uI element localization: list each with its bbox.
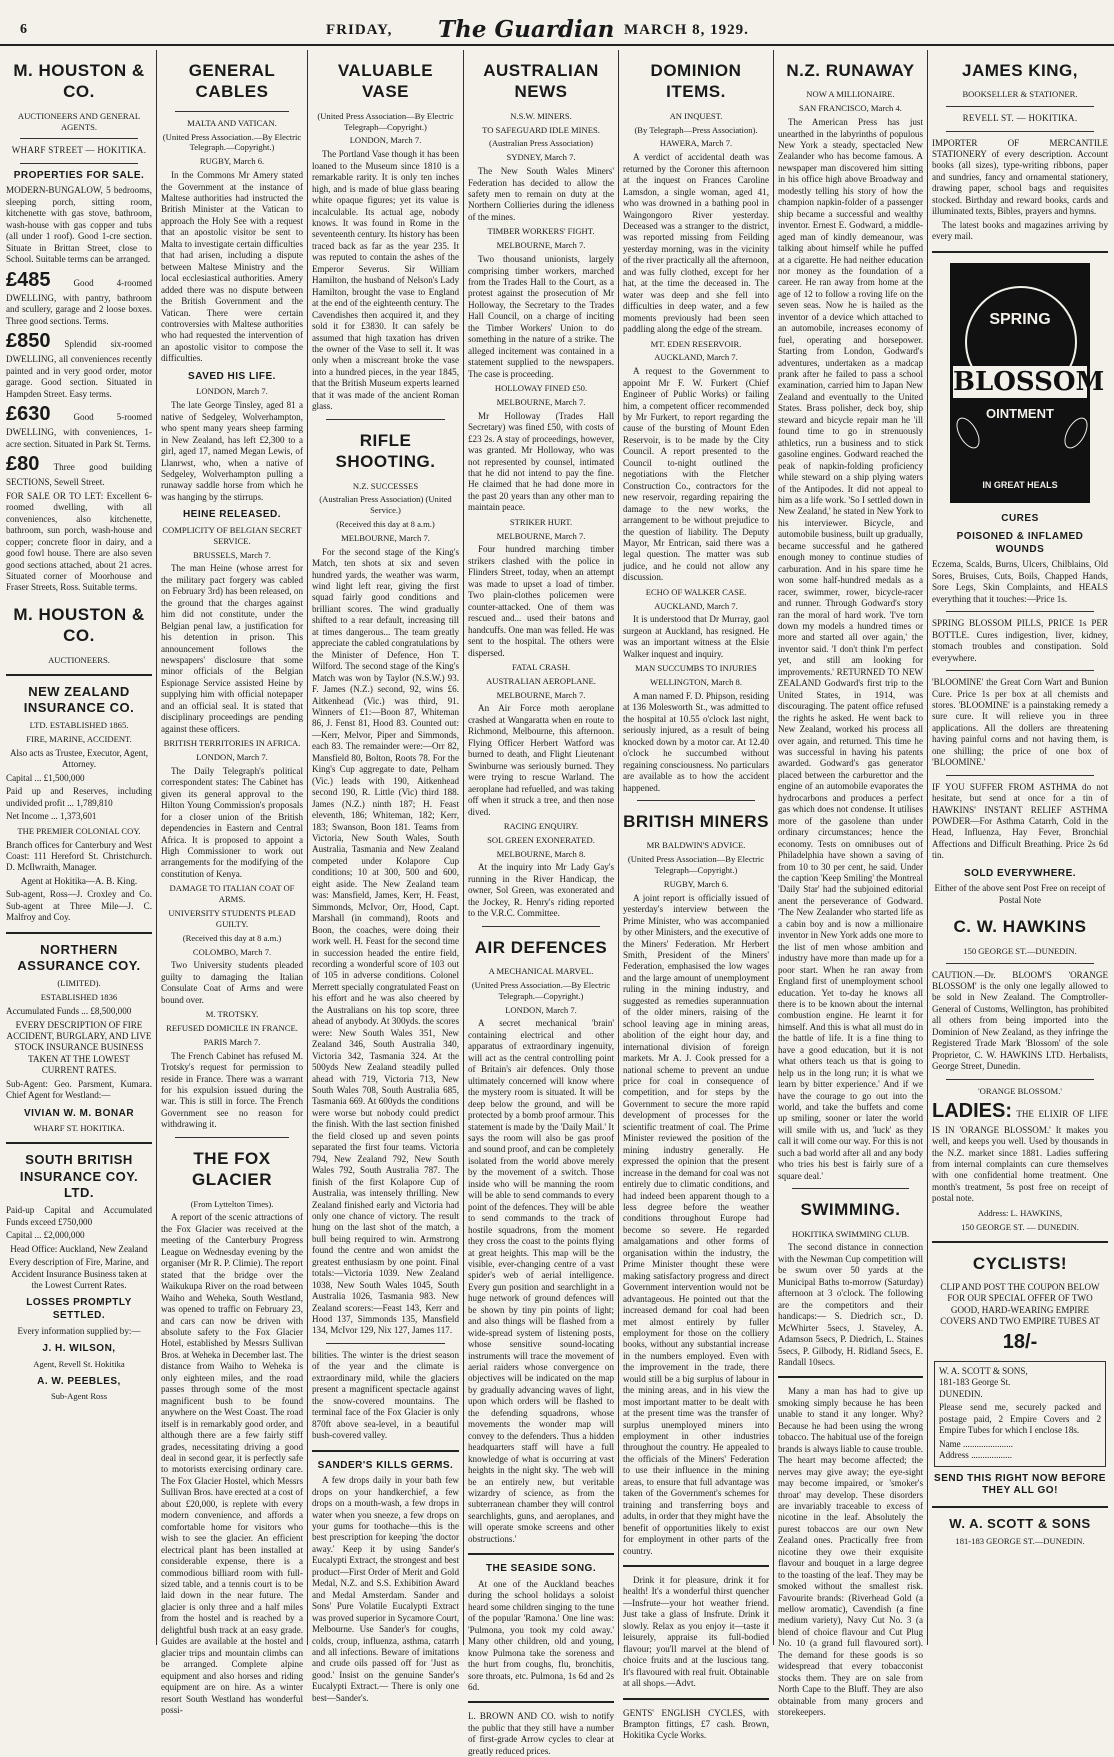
sbi-capital-value: £2,000,000 xyxy=(43,1230,85,1241)
baldwin-article: A joint report is officially issued of yesterday's interview between the Prime Minister, who was accompanied by other Ministers, and the executive of the Miners' Federation. Mr Herbert Smith, President of the Miners' Federation, emphasised the low wages and the large amount of unemployment ruling in the mining industry, and suggested as remedies superannuation of the older miners, raising of the school leaving age in mining areas, abolition of the eight hour day, and international division of foreign markets. Mr A. J. Cook pressed for a national scheme to prevent an undue price for coal in consequence of competition, and for steps by the Government to secure the more rapid development of processes for the scientific treatment of coal. The Prime Minister reviewed the position of the mining industry generally. He expressed the opinion that the present increase in the demand for coal was not entirely due to climatic conditions, and had indeed been apparent though to a less degree before the weather conditions throughout Europe had become so severe. He regarded amalgamations and other forms of organisation within the industry, the Prime Minister thought these were making satisfactory progress and direct Government intervention would not be advantageous. He pointed out that the increased demand for coal had been met almost entirely by fuller employment for those on the colliery books, without any substantial increase in the numbers employed. Even with the improvement in the trade, there would still be a big surplus of labour in the mining areas, and in his view the most important matter to be dealt with at the present time was the transfer of surplus unemployed miners into employment in other industries throughout the country. He appealed to the officials of the Miners' Federation to use their influence in the mining areas, to ensure that full advantage was taken of the Government's schemes for training and transferring boys and adults, in order that they might have the benefit of opportunities likely to exist for employment in other parts of the country. xyxy=(623,892,769,1556)
sol-dateline: MELBOURNE, March 8. xyxy=(496,848,586,859)
inquest-dateline: HAWERA, March 7. xyxy=(659,138,733,149)
northern-established: ESTABLISHED 1836 xyxy=(40,992,118,1003)
divider xyxy=(468,1701,614,1703)
seaside-ad: At one of the Auckland beaches during the school holidays a soloist heard some children singing to the tune of the popular 'Ramona.' One line was: 'Pulmona, you took my cold away.' Many other children, old and young, know Pulmona take the soreness and the hurt from coughs, flu, bronchitis, sore throats, etc. Pulmona, 1s 6d and 2s 6d. xyxy=(468,1578,614,1692)
accumulated-label: Accumulated Funds xyxy=(6,1006,79,1017)
rifle-credit: (Australian Press Association) (United Service.) xyxy=(319,494,452,516)
net-income-value: 1,373,601 xyxy=(60,811,97,822)
rifle-dateline: MELBOURNE, March 7. xyxy=(341,532,430,543)
divider xyxy=(778,1376,923,1378)
divider xyxy=(175,111,289,112)
james-king-address: REVELL ST. — HOKITIKA. xyxy=(962,113,1078,124)
tobacco-ad: Many a man has had to give up smoking simply because he has been unable to stand it any longer. Why? Because he had been using the wrong tobacco. The habitual use of the foreign brands is always liable to cause trouble. The heart may become affected; the nerves may give away; the eye-sight may become impaired, or 'smoker's throat' may develop. These disorders are invariably traceable to excess of nicotine in the leaf. Absolutely the purest tobaccos are our own New Zealand ones. Practically free from nicotine they owe their exquisite flavour and bouquet in a large degree to the toasting of the leaf. They may be smoked without the smallest risk. Favourite brands: (Riverhead Gold (a mellow aromatic), Cavendish (a fine medium variety), Navy Cut No. 3 (a blend of choice flavour and Cut Plug No. 10 (a grand full flavoured sort). The demand for these goods is so widespread that every tobacconist stocks them. They are on sale from North Cape to the Bluff. They are also obtainable from many grocers and storekeepers. xyxy=(778,1386,923,1718)
striker-dateline: MELBOURNE, March 7. xyxy=(496,530,586,541)
saved-article: The late George Tinsley, aged 81 a native of Sedgeley, Wolverhampton, who spent many years sheep farming in New Zealand, has left £2,300 to a girl, aged 17, named Megan Lewis, of Llanrwst, who, when a native of Sedgeley, Wolverhampton pulling a runaway saddle horse from which he was hanging by the stirrups. xyxy=(161,400,303,502)
sol-article: At the inquiry into Mr Lady Gay's running in the River Handicap, the owner, Sol Green, was exonerated and the Jockey, R. Henry's riding reported to the V.R.C. Committee. xyxy=(468,862,614,919)
divider xyxy=(20,138,138,139)
swimming-club-heading: HOKITIKA SWIMMING CLUB. xyxy=(791,1228,910,1239)
saved-heading: SAVED HIS LIFE. xyxy=(188,370,276,382)
bungalow-ad: MODERN-BUNGALOW, 5 bedrooms, sleeping porch, sitting room, kitchenette with gas stove, bathroom, wash-house with gas copper and tubs (all under 1 roof). Good 1-cre section. Situate in Brittan Street, close to School. Suitable terms can be arranged. xyxy=(6,185,152,265)
walker-dateline: AUCKLAND, March 7. xyxy=(654,600,738,611)
gents-cycles-ad: GENTS' ENGLISH CYCLES, with Brampton fittings, £7 cash. Brown, Hokitika Cycle Works. xyxy=(623,1707,769,1741)
succumbs-dateline: WELLINGTON, March 8. xyxy=(650,677,742,688)
damage-heading: DAMAGE TO ITALIAN COAT OF ARMS. xyxy=(169,883,295,905)
accumulated-value: £8,500,000 xyxy=(90,1006,132,1017)
runaway-dateline: SAN FRANCISCO, March 4. xyxy=(799,103,902,114)
succumbs-article: A man named F. D. Phipson, residing at 136 Molesworth St., was admitted to the hospital at 10.55 o'clock last night, seriously injured, as a result of being knocked down by a motor car. At 12.40 o'clock he succumbed without regaining consciousness. No particulars are available as to how the accident happened. xyxy=(623,690,769,793)
sbi-paid-label: Paid-up Capital and Accumulated Funds exceed xyxy=(6,1205,152,1227)
air-subheading: A MECHANICAL MARVEL. xyxy=(488,966,594,977)
refused-heading: REFUSED DOMICILE IN FRANCE. xyxy=(166,1023,298,1033)
succumbs-heading: MAN SUCCUMBS TO INJURIES xyxy=(635,663,757,674)
nsw-credit: (Australian Press Association) xyxy=(488,138,594,149)
coupon-address-1: 181-183 George St. xyxy=(939,1377,1011,1388)
divider xyxy=(946,131,1094,132)
column-1: M. HOUSTON & CO. AUCTIONEERS AND GENERAL AGENTS. WHARF STREET — HOKITIKA. PROPERTIES FOR SALE. MODERN-BUNGALOW, 5 bedrooms, sleeping porch, sitting room, kitchenette with gas stove, bathroom, wash-house with gas copper and tubs (all under 1 roof). Good 1-cre section. Situate in Brittan Street, close to School. Suitable terms can be arranged. £485 Good 4-roomed DWELLING, with pantry, bathroom and scullery, garage and 2 loose boxes. Three good sections. Terms. £850 Splendid six-roomed DWELLING, all conveniences recently painted and in very good order, motor garage. Good section. Situated in Hampden Street. Easy terms. £630 Good 5-roomed DWELLING, with conveniences, 1-acre section. Situated in Park St. Terms. £80 Three good building SECTIONS, Sewell Street. FOR SALE OR TO LET: Excellent 6-roomed dwelling, with all conveniences, also kitchenette, bathroom, sun porch, wash-house and copper; concrete floor in dairy, and a good fowl house. There are also seven good sections attached, about 21 acres. Situated corner of Moorhouse and Fraser Streets, Ross. Suitable terms. M. HOUSTON & CO. AUCTIONEERS. NEW ZEALAND INSURANCE CO. LTD. ESTABLISHED 1865. FIRE, MARINE, ACCIDENT. Also acts as Trustee, Executor, Agent, Attorney. Capital ... £1,500,000 Paid up and Reserves, including undivided profit ... 1,789,810 Net Income ... 1,373,601 THE PREMIER COLONIAL COY. Branch offices for Canterbury and West Coast: 111 Hereford St. Christchurch. D. McIlwraith, Manager. Agent at Hokitika—A. B. King. Sub-agent, Ross—J. Croxley and Co. Sub-agent at Three Mile—J. C. Malfroy and Coy. NORTHERN ASSURANCE COY. (LIMITED). ESTABLISHED 1836 Accumulated Funds ... £8,500,000 EVERY DESCRIPTION OF FIRE ACCIDENT, BURGLARY, AND LIVE STOCK INSURANCE BUSINESS TAKEN AT THE LOWEST CURRENT RATES. Sub-Agent: Geo. Parsment, Kumara. Chief Agent for Westland:— VIVIAN W. M. BONAR WHARF ST. HOKITIKA. SOUTH BRITISH INSURANCE COY. LTD. Paid-up Capital and Accumulated Funds exceed £750,000 Capital ... £2,000,000 Head Office: Auckland, New Zealand Every description of Fire, Marine, and Accident Insurance Business taken at the Lowest Current Rates. LOSSES PROMPTLY SETTLED. Every information supplied by:— J. H. WILSON, Agent, Revell St. Hokitika A. W. PEEBLES, Sub-Agent Ross xyxy=(6,61,152,1402)
inquest-heading: AN INQUEST. xyxy=(669,110,723,121)
aw-peebles: A. W. PEEBLES, xyxy=(37,1375,121,1387)
divider xyxy=(6,674,152,676)
sbi-paid-value: £750,000 xyxy=(58,1216,93,1227)
coupon-name-label: Name xyxy=(939,1438,961,1449)
send-now: SEND THIS RIGHT NOW BEFORE THEY ALL GO! xyxy=(934,1472,1106,1497)
fox-credit: (From Lyttelton Times). xyxy=(190,1198,274,1209)
divider xyxy=(326,419,445,420)
sol-green-heading: SOL GREEN EXONERATED. xyxy=(487,834,595,845)
insfrute-ad: Drink it for pleasure, drink it for health! It's a wonderful thirst quencher—Insfrute—your hot weather friend. Just take a glass of Insfrute. Drink it slowly. Relax as you enjoy it—taste it leisurely, appraise its full-bodied flavour; you'll marvel at the blend of choice fruits and at the luscious tang. It's flavoured with real fruit. Obtainable at all shops.—Advt. xyxy=(623,1575,769,1689)
capital-label: Capital xyxy=(6,772,33,783)
masthead-date: MARCH 8, 1929. xyxy=(624,22,749,38)
masthead-day: FRIDAY, xyxy=(326,22,393,38)
divider xyxy=(932,1506,1108,1508)
price-485: £485 xyxy=(6,268,51,291)
column-7 xyxy=(928,50,1112,1645)
trotsky-article: The French Cabinet has refused M. Trotsky's request for permission to reside in France. There was a warrant for his expulsion issued during the war. This is still in force. The French Government see no reason for withdrawing it. xyxy=(161,1050,303,1130)
divider xyxy=(312,1450,459,1452)
coupon[interactable]: W. A. SCOTT & SONS, 181-183 George St. DUNEDIN. Please send me, securely packed and postage paid, 2 Empire Covers and 2 Empire Tubes for which I enclose 18s. Name ...................... Address .................. xyxy=(934,1361,1106,1467)
australian-news-heading: AUSTRALIAN NEWS xyxy=(483,61,599,102)
air-defences-heading: AIR DEFENCES xyxy=(474,937,608,957)
runaway-article: The American Press has just unearthed in the labyrinths of populous New York a steady, spectacled New Zealander who has become famous. A newspaper man discovered him sitting in his office high above Broadway and modestly telling his story of how the champion napkin-folder of a passenger ship became a successful and wealthy inventor. Ernest E. Godward, a middle-aged man of kindly demeanour, was talking about himself while he puffed at a cigarette. He had neither education nor money as the foundation of a career. He ran away from home at the age of 12 to follow a roving life on the seven seas. Now he is hailed as the inventor of a device which attached to an automobile, increases economy of fuel, operating and horsepower. Starting from London, Godward's adventures, undertaken as a madcap prank after he failed to pass a school examination, carried him to Japan New Zealand and eventually to the United States. Brass polisher, deck boy, ship steward and bicycle repair man he 'ill found time to go in strenuously athletics, run a business and to stick gasoline engines. Godward reached the peak of napkin-folding proficiency while steward on a ship plying waters of the Antipodes. It did not appeal to him as a life work. 'So I settled down in New Zealand,' he stated in New York to his interviewer. Bicycle, and automobile business, built up gradually, became successful and he gathered enough money to continue studies of carburation. And in his spare time he won some half-hundred medals as a racer, swimmer, rower, bicycle-racer and runner. Through Godward's story ran the moral of hard work. 'I've torn down my models a hundred times or more and started all over again,' the inventor said. 'I don't think I'm perfect yet, and still am looking for improvements.' RETURNED TO NEW ZEALAND Godward's first trip to the United States, in 1914, was discouraging. The patent office refused the rights he asked. He went back to New Zealand, worked his process all over again, and returned. This time he was successful in having his patents awarded. Godward's gas generator placed between the carburettor and the engine of an automobile evaporates the hydrocarbons and produces a perfect gas which does not condense. It utilises more of the gasolene than under ordinary circumstances; hence the economy. Tests on omnibuses out of Philadelphia have shown a saving of from 10 to 30 per cent, he said. Under the caption 'Keep Smiling' the Montreal 'Daily Star' had the subjoined editorial anent the perseverance of Godward. 'The New Zealander who started life as a cabin boy and is now a millionaire inventor in New York adds one more to the list of men whose ambition and industry have more than made up for a poor start. When he ran away from England first of unemployment school education. Yet to-day he knows all there is to be known about the internal combustion engine. He learnt it for himself. And this is what all must do in the battle of life. It is a fine thing to have a good education, but it is not what others teach us that is going to help us in the long run; it is what we learn by bitter experience.' And if we have the courage to go out into the world, and take the buffets and come up smiling, sooner or later the world will smile with us, and 'luck' as they call it will come our way. For this is not such a bad world after all and any body who tries his best is fairly sure of a square deal.' xyxy=(778,117,923,1181)
divider xyxy=(326,1343,445,1344)
striker-heading: STRIKER HURT. xyxy=(509,516,573,527)
masthead xyxy=(0,0,1114,46)
striker-article: Four hundred marching timber strikers clashed with the police in Flinders Street, today, when an attempt was made to upset a load of timber. Two plain-clothes policemen were counter-attacked. One of them was rescued and... used their batons and handcuffs. One man was felled. He was sent to the hospital. The others were dispersed. xyxy=(468,544,614,658)
cyclists-text: CLIP AND POST THE COUPON BELOW FOR OUR SPECIAL OFFER OF TWO GOOD, HARD-WEARING EMPIRE COVERS AND TWO EMPIRE TUBES AT xyxy=(940,1281,1100,1327)
eden-article: A request to the Government to appoint Mr F. W. Furkert (Chief Engineer of Public Works) or failing him, a competent officer recommended by Mr Furkert, to report regarding the cause of the bursting of Mount Eden Reservoir, is to be made by the City Council. A report presented to the Council to-night outlined the negotiations with the Fletcher Construction Co., contractors for the new reservoir, regarding repairing the damage to the new works, the arrangement to be without prejudice to the question of liability. The Deputy Mayor, Mr Entrican, said there was a legal question. The matter was sub judice, and he could not allow any discussion. xyxy=(623,366,769,583)
sold-everywhere: SOLD EVERYWHERE. xyxy=(963,867,1077,879)
cyclists-heading: CYCLISTS! xyxy=(972,1253,1068,1273)
northern-assurance-heading: NORTHERN ASSURANCE COY. xyxy=(17,941,141,974)
nz-successes: N.Z. SUCCESSES xyxy=(352,480,419,491)
emblem-main-text: BLOSSOM xyxy=(953,366,1105,397)
houston-address: WHARF STREET — HOKITIKA. xyxy=(11,145,147,156)
cures-text: Eczema, Scalds, Burns, Ulcers, Chilblains, Old Sores, Bruises, Cuts, Boils, Chapped Hands, Sore Legs, Skin Complaints, and HEALS everything that it touches:—Price 1s. xyxy=(932,559,1108,604)
scott-address: 181-183 GEORGE ST.—DUNEDIN. xyxy=(955,1536,1085,1547)
divider xyxy=(792,1188,909,1189)
students-received: (Received this day at 8 a.m.) xyxy=(182,932,282,943)
cures-heading: CURES xyxy=(1001,512,1039,524)
malta-credit: (United Press Association.—By Electric Telegraph.—Copyright.) xyxy=(162,131,302,153)
branch-offices: Branch offices for Canterbury and West Coast: 111 Hereford St. Christchurch. D. McIlwraith, Manager. xyxy=(6,839,152,873)
vase-dateline: LONDON, March 7. xyxy=(349,135,422,146)
divider xyxy=(482,926,600,927)
information-supplied: Every information supplied by:— xyxy=(17,1325,141,1336)
divider xyxy=(946,611,1094,612)
latest-books: The latest books and magazines arriving by every mail. xyxy=(932,219,1108,242)
rifle-article: For the second stage of the King's Match, ten shots at six and seven hundred yards, the weather was warm, wind light left rear, giving the first squad fairly good conditions and brilliant scores. The wind gradually shifted to a rear default, increasing till at times dangerous... The team greatly appreciate the cabled congratulations by the Minister of Defence, Hon T. Wilford. The second stage of the King's Match was won by Taylor (N.S.W.) 93. F. James (N.Z.) second, 92, wins £6. Aitkenhead (Vic.) was third, 91. Winners of £1:—Boon 87, Whiteman 86, J. Fenst 81, Hood 83. Counted out:—Kerr, Melvor, Piper and Simmonds, each 83. The remainder were:—Orr 82, Mansfield 80, Bolton, Roots 78. For the King's Cup aggregate to date, Pelham (Vic.) leads with 190, Aitkenhead second 190, R. Little (Vic) third 188. James (N.Z.) ninth 187; H. Feast eleventh, 186; Whiteman, 182; Kerr, 183; Swanson, Boon 181. Teams from Victoria, New South Wales, South Australia, Tasmania and New Zealand competed under Kolapore Cup conditions; 10 at 300, 500 and 600, eight aside. The New Zealand team was: Mansfield, James, Kerr, H. Feast, Simmonds, McIvor, Orr, Hood, Capt. Marshall (in command), Roots and Boon, the coaches, were doing their work well. H. Feast for the second time in succession headed the entire field, recording a wonderful score of 103 out of 105 in adverse conditions. Colonel Merrett specially congratulated Feast on his effort and he was also cheered by the Australians on his top score, three ahead of anybody. At 300yds. the scores were: New South Wales 351, New Zealand 346, South Australia 340, Victoria 342, Tasmania 324. At the 500yds New Zealand steadily pulled ahead with 719, Victoria 713, New South Wales 708, South Australia 685, Tasmania 669. At 600yds the conditions were worse but nobody could predict the finish. With the last section finished the field closed up and seven points separated the first four teams. Victoria 794, New Zealand 792, New South Wales 792, South Australia 787. The finish of the first Kolapore Cup of Australia, was intensely thrilling. New Zealand finished early and Victoria had only one chance of victory. The result hung on the last shot of the match, a bull being required to win. Armstrong found the centre and won amidst the greatest enthusiasm by one point. Final totals:—Victoria 1039. New Zealand 1038, New South Wales 1045, South Australia 1026, Tasmania 983. New Zealand scorers:—Feast 143, Kerr and Hood 137, Simmonds 135, Mansfield 134, McIvor 129, Nix 127, James 117. xyxy=(312,546,459,1336)
jh-wilson: J. H. WILSON, xyxy=(42,1343,116,1355)
south-british-heading: SOUTH BRITISH INSURANCE COY. LTD. xyxy=(19,1152,139,1200)
houston-subheading: AUCTIONEERS AND GENERAL AGENTS. xyxy=(17,110,141,132)
emblem-lower-text: OINTMENT xyxy=(986,405,1054,421)
complicity-heading: COMPLICITY OF BELGIAN SECRET SERVICE. xyxy=(162,524,302,546)
price-850: £850 xyxy=(6,330,51,353)
coupon-address-label: Address xyxy=(939,1450,969,1461)
caution-text: CAUTION.—Dr. BLOOM'S 'ORANGE BLOSSOM' is the only one legally allowed to be sold in New Zealand. The Comptroller-General of Customs, Wellington, has prohibited all others from being imported into the Dominion of New Zealand, as they infringe the Registered Trade Mark 'Blossom' of the sole Proprietor, C. W. HAWKINS LTD. Herbalists, George Street, Dunedin. xyxy=(932,969,1108,1072)
divider xyxy=(946,106,1094,107)
address-line: Address: L. HAWKINS, xyxy=(977,1207,1063,1218)
heine-dateline: BRUSSELS, March 7. xyxy=(193,549,271,560)
walker-heading: ECHO OF WALKER CASE. xyxy=(645,586,747,597)
timber-article: Two thousand unionists, largely comprising timber workers, marched from the Trades Hall to the Court, as a protest against the prosecution of Mr Holloway, the Secretary to the Trades Hall Council, on a charge of inciting the Timber Workers' Union to do something in the nature of a strike. The alleged incitement was contained in a statement supplied to the newspapers. The case is proceeding. xyxy=(468,254,614,379)
sub-agents: Sub-agent, Ross—J. Croxley and Co. Sub-agent at Three Mile—J. C. Malfroy and Coy. xyxy=(6,889,152,923)
pills-ad: SPRING BLOSSOM PILLS, PRICE 1s PER BOTTLE. Cures indigestion, liver, kidney, stomach troubles and constipation. Sold everywhere. xyxy=(932,618,1108,663)
cyclists-price: 18/- xyxy=(1002,1330,1038,1353)
dominion-items-heading: DOMINION ITEMS. xyxy=(650,61,742,102)
malta-article: In the Commons Mr Amery stated the Government at the instance of Maltese authorities had instructed the British Minister at the Vatican to approach the Holy See with a request that an apostolic visitor be sent to Malta to investigate certain difficulties that had arisen, including a dispute between Maltese Ministry and the local ecclesiastical authorities. Amery added there was no dispute between the British Government and the Vatican. There were certain controversies with Maltese authorities who had requested the intervention of an apostolic visitor to compose the difficulties. xyxy=(161,170,303,364)
eden-heading: MT. EDEN RESERVOIR. xyxy=(650,338,742,349)
runaway-subheading: NOW A MILLIONAIRE. xyxy=(806,89,895,100)
column-5 xyxy=(619,50,773,1741)
nsw-miners-heading: N.S.W. MINERS. xyxy=(510,110,572,121)
northern-limited: (LIMITED). xyxy=(57,978,101,989)
nsw-subheading: TO SAFEGUARD IDLE MINES. xyxy=(482,124,600,135)
james-king-sub: BOOKSELLER & STATIONER. xyxy=(962,89,1078,100)
students-heading: UNIVERSITY STUDENTS PLEAD GUILTY. xyxy=(168,908,296,929)
divider xyxy=(6,932,152,934)
nz-insurance-lines: FIRE, MARINE, ACCIDENT. xyxy=(26,734,132,745)
scott-heading: W. A. SCOTT & SONS xyxy=(949,1515,1091,1531)
eden-dateline: AUCKLAND, March 7. xyxy=(654,352,738,363)
saved-dateline: LONDON, March 7. xyxy=(196,386,268,397)
seaside-heading: THE SEASIDE SONG. xyxy=(485,1563,597,1575)
column-6 xyxy=(774,50,927,1718)
malta-dateline: RUGBY, March 6. xyxy=(199,156,265,167)
nz-insurance-heading: NEW ZEALAND INSURANCE CO. xyxy=(23,683,135,715)
air-credit: (United Press Association.—By Electric Telegraph.—Copyright.) xyxy=(471,979,611,1001)
ladies-heading: LADIES: xyxy=(932,1100,1012,1123)
aeroplane-heading: AUSTRALIAN AEROPLANE. xyxy=(486,675,596,686)
heine-article: The man Heine (whose arrest for the military pact forgery was cabled on February 3rd) has been released, on the ground that the charges against him did not constitute, under the Belgian penal law, a justification for his detention in prison. This announcement follows the newspapers' disclosure that some minor officials of the Belgian Espionage Service assisted Heine by supplying him with official notepaper and an official seal. It is stated that disciplinary proceedings are pending against these officers. xyxy=(161,563,303,734)
houston-heading-2: M. HOUSTON & CO. xyxy=(13,604,145,646)
fox-article-continued: bilities. The winter is the driest season of the year and the climate is extraordinary mild, while the glaciers present a magnificent spectacle against the snow-covered mountains. The terminal face of the Fox Glacier is only 870ft above sea-level, in a beautiful bush-covered valley. xyxy=(312,1349,459,1441)
peebles-address: Sub-Agent Ross xyxy=(50,1391,108,1402)
air-dateline: LONDON, March 7. xyxy=(505,1004,577,1015)
holloway-heading: HOLLOWAY FINED £50. xyxy=(494,383,588,394)
rifle-received: (Received this day at 8 a.m.) xyxy=(336,519,435,530)
nsw-article: The New South Wales Miners' Federation has decided to allow the safety men to remain on duty at the Northern Collieries during the idleness of the mines. xyxy=(468,166,614,222)
hawkins-heading: C. W. HAWKINS xyxy=(953,917,1087,937)
sbi-every-description: Every description of Fire, Marine, and Accident Insurance Business taken at the Lowest Current Rates. xyxy=(9,1257,149,1290)
houston-heading: M. HOUSTON & CO. xyxy=(13,61,145,102)
wilson-address: Agent, Revell St. Hokitika xyxy=(33,1358,125,1369)
price-630: £630 xyxy=(6,403,51,426)
paidup-label: Paid up and Reserves, including undivided profit xyxy=(6,786,152,808)
holloway-article: Mr Holloway (Trades Hall Secretary) was fined £50, with costs of £23 2s. A stay of proceedings, however, was granted. Mr Holloway, who was not represented by counsel, intimated that he did not intend to pay the fine. He claimed that he had done more in the past 20 years than any other man to maintain peace. xyxy=(468,410,614,513)
divider xyxy=(175,1137,289,1138)
divider xyxy=(637,800,755,801)
africa-heading: BRITISH TERRITORIES IN AFRICA. xyxy=(163,738,301,749)
newspaper-title: The Guardian xyxy=(438,16,615,43)
swimming-article: The second distance in connection with the Newman Cup competition will be swum over 50 yards at the Municipal Baths to-morrow (Saturday) afternoon at 3 o'clock. The following are the competitors and their handicaps:— S. Diedrich scr., D. McWhirter 5secs, J. Staveley, A. Adamson 5secs, P. Diedrich, L. Staines 5secs, P. Gilbody, H. Ridland 5secs, E. Randall 10secs. xyxy=(778,1242,923,1367)
holloway-dateline: MELBOURNE, March 7. xyxy=(496,396,586,407)
fox-glacier-heading: THE FOX GLACIER xyxy=(192,1148,272,1190)
hawkins-address: 150 GEORGE ST.—DUNEDIN. xyxy=(963,945,1077,956)
divider xyxy=(946,775,1094,776)
inquest-credit: (By Telegraph—Press Association). xyxy=(634,124,758,135)
property-80-text: Three good building SECTIONS, Sewell Street. xyxy=(6,462,152,488)
price-80: £80 xyxy=(6,453,40,476)
baldwin-heading: MR BALDWIN'S ADVICE. xyxy=(646,840,746,851)
coupon-text: Please send me, securely packed and postage paid, 2 Empire Covers and 2 Empire Tubes for which I enclose 18s. xyxy=(939,1402,1101,1436)
general-cables-heading: GENERAL CABLES xyxy=(188,61,276,102)
capital-value: £1,500,000 xyxy=(43,772,85,783)
houston-subheading-2: AUCTIONEERS. xyxy=(48,654,110,665)
nsw-dateline: SYDNEY, March 7. xyxy=(506,152,576,163)
sbi-capital-label: Capital xyxy=(6,1230,33,1241)
racing-heading: RACING ENQUIRY. xyxy=(503,820,579,831)
property-485-text: Good 4-roomed DWELLING, with pantry, bathroom and scullery, garage and 2 loose boxes. Three good sections. Terms. xyxy=(6,277,152,326)
divider xyxy=(6,1142,152,1144)
nz-runaway-heading: N.Z. RUNAWAY xyxy=(786,61,915,80)
column-4 xyxy=(464,50,618,1756)
net-income-label: Net Income xyxy=(6,811,49,822)
poisoned-heading: POISONED & INFLAMED WOUNDS xyxy=(956,531,1084,555)
importer-text: IMPORTER OF MERCANTILE STATIONERY of every description. Account books (all sizes), type-writing ribbons, paper and sundries, fancy and ornamental stationery, drawing paper, school bags and requisites stocked. Birthday and reward books, cards and illuminated texts, Bibles, prayers and hymns. xyxy=(932,137,1108,217)
divider xyxy=(468,1553,614,1555)
nz-insurance-also: Also acts as Trustee, Executor, Agent, Attorney. xyxy=(9,747,149,770)
sbi-head-office: Head Office: Auckland, New Zealand xyxy=(10,1243,148,1254)
timber-heading: TIMBER WORKERS' FIGHT. xyxy=(487,226,595,237)
divider xyxy=(932,251,1108,253)
losses-settled: LOSSES PROMPTLY SETTLED. xyxy=(26,1297,132,1322)
baldwin-credit: (United Press Association—By Electric Telegraph—Copyright.) xyxy=(627,854,765,876)
vivian-bonar: VIVIAN W. M. BONAR xyxy=(23,1107,135,1119)
coupon-address-2: DUNEDIN. xyxy=(939,1388,983,1399)
british-miners-heading: BRITISH MINERS xyxy=(623,812,769,832)
sanders-heading: SANDER'S KILLS GERMS. xyxy=(317,1459,454,1471)
sub-agent-kumara: Sub-Agent: Geo. Parsment, Kumara. Chief Agent for Westland:— xyxy=(6,1078,152,1101)
brown-cycles-ad: L. BROWN AND CO. wish to notify the public that they still have a number of first-grade Arrow cycles to clear at greatly reduced prices. xyxy=(468,1711,614,1756)
inquest-article: A verdict of accidental death was returned by the Coroner this afternoon at the inquest on Frances Caroline Lamsdon, a single woman, aged 41, who was drowned in a bathing pool in Waingongoro River yesterday. Deceased was a stranger to the district, was reported missing from Feilding yesterday morning, was in the vicinity of the river practically all the afternoon, and was fully clothed, except for her hat, at the time the deceased in. The water was deep and she fell into difficulties in deep water, and a few moments previously had been seen paddling along the edge of the stream. xyxy=(623,152,769,335)
hokitika-agent: Agent at Hokitika—A. B. King. xyxy=(20,875,138,886)
every-description: EVERY DESCRIPTION OF FIRE ACCIDENT, BURGLARY, AND LIVE STOCK INSURANCE BUSINESS TAKEN AT THE LOWEST CURRENT RATES. xyxy=(6,1019,152,1076)
divider xyxy=(623,1698,769,1700)
divider xyxy=(932,1241,1108,1243)
swimming-heading: SWIMMING. xyxy=(800,1200,901,1220)
spring-blossom-ointment-emblem xyxy=(950,263,1105,503)
divider xyxy=(946,963,1094,964)
students-dateline: COLOMBO, March 7. xyxy=(192,946,272,957)
trotsky-dateline: PARIS March 7. xyxy=(203,1036,261,1047)
vase-article: The Portland Vase though it has been loaned to the Museum since 1810 is a remarkable rarity. It is only ten inches high, and is made of blue glass bearing white opaque figures; yet its value is incalculable. Its actual age, nobody knows. It was found in Rome in the seventeenth century. Its history has been traced back as far as the year 235. It was reputed to contain the ashes of the Emperor Severus. Sir William Hamilton, the husband of Nelson's Lady Hamilton, brought the vase to England at the end of the eighteenth century. The Cavendishes then acquired it, and they sold it for £3830. It can safely be assumed that high taxation has driven the owner of the Vase to sell it. It was only when a miscreant broke the vase into a hundred pieces, in the year 1845, that the British Museum experts learned that it was made of the ancient Roman glass. xyxy=(312,149,459,412)
property-850-text: Splendid six-roomed DWELLING, all conveniences recently painted and in very good order, motor garage. Good section. Situated in Hampden Street. Easy terms. xyxy=(6,339,152,399)
divider xyxy=(946,1079,1094,1080)
fatal-crash-heading: FATAL CRASH. xyxy=(511,661,571,672)
valuable-vase-heading: VALUABLE VASE xyxy=(337,61,434,102)
aeroplane-article: An Air Force moth aeroplane crashed at Wangaratta when en route to Richmond, Melbourne, this afternoon. Flying Officer Herbert Watford was burned to death, and Flight Lieutenant Swinburne was seriously burned. They were trying to rescue Warland. The aeroplane had refuelled, and was taking off when it struck a tree, and then nose dived. xyxy=(468,703,614,817)
africa-article: The Daily Telegraph's political correspondent states: The Cabinet has given its general approval to the Hilton Young Commission's proposals for a closer union of the British dependencies in Eastern and Central Africa. It is proposed to appoint a High Commissioner to work out arrangements for the modifying of the constitution of Kenya. xyxy=(161,765,303,879)
emblem-top-text: SPRING xyxy=(989,310,1051,328)
asthma-ad: IF YOU SUFFER FROM ASTHMA do not hesitate, but send at once for a tin of HAWKINS' INSTANT RELIEF ASTHMA POWDER—For Asthma Catarrh, Cold in the Head, Influenza, Hay Fever, Bronchial Affections and Difficult Breathing. Price 2s 6d tin. xyxy=(932,781,1108,861)
aeroplane-dateline: MELBOURNE, March 7. xyxy=(496,689,586,700)
air-article: A secret mechanical 'brain' containing electrical and other apparatus of extraordinary ingenuity, will act as the central controlling point of Britain's air defences. Only those ultimately concerned will know where the mystery room is situated. It will be deep below the ground, and will be protected by a bomb proof armour. This statement is made by the 'Daily Mail.' It says the room will also be gas proof and sound proof, and can be completely isolated from the world above merely by the movement of a switch. Those inside who will be manning the room will be able to send commands to every point of the defences. They will be able to send commands to the track of hostile squadrons, from the moment they cross the coast to the points flying at great heights. This map will be the visible, ever-changing centre of a vast spider's web of aerial intelligence. Every gun position and searchlight in a huge network of ground defences will be shown by tiny pin points of light; and also things will be flashed from a wide-spread system of listening posts, whose sensitive sound-locating instruments will trace the movement of aerial raiders whose convergence on objectives will be indicated on the map by gradually advancing waves of light, upon which orders will be flashed to the defending squadrons, whose movements the wonder map will convey to the defenders. Thus a hidden headquarters staff will have a full knowledge of what is occurring at vast heights in the night sky. 'The web will be an entirely new, but veritable wizardry of science, as from the subterranean chamber they will control searchlights, guns, and aeroplanes, and will operate smoke screens and other obstructions.' xyxy=(468,1018,614,1544)
james-king-heading: JAMES KING, xyxy=(961,61,1079,80)
premier-colonial: THE PREMIER COLONIAL COY. xyxy=(17,825,141,836)
students-article: Two University students pleaded guilty to damaging the Italian Consulate Coat of Arms and were bound over. xyxy=(161,960,303,1005)
sale-or-let-ad: FOR SALE OR TO LET: Excellent 6-roomed dwelling, with all conveniences, also kitchenette, bathroom, sun porch, wash-house and copper; concrete floor in dairy, and a good fowl house. There are also seven good sections attached, about 21 acres. Situated corner of Moorhouse and Fraser Streets, Ross. Suitable terms. xyxy=(6,490,152,593)
properties-heading: PROPERTIES FOR SALE. xyxy=(13,169,145,181)
africa-dateline: LONDON, March 7. xyxy=(196,752,268,763)
nz-insurance-established: LTD. ESTABLISHED 1865. xyxy=(29,720,129,731)
column-2 xyxy=(157,50,307,1715)
divider xyxy=(623,1565,769,1567)
property-630-text: Good 5-roomed DWELLING, with conveniences, 1-acre section. Situated in Park St. Terms. xyxy=(6,412,152,449)
walker-article: It is understood that Dr Murray, gaol surgeon at Auckland, has resigned. He was an important witness at the Elsie Walker inquest and inquiry. xyxy=(623,614,769,659)
sanders-ad: A few drops daily in your bath few drops on your handkerchief, a few drops on a mouth-wash, a few drops in water when you sneeze, a few drops on your gums for toothache—this is the best prescription for keeping 'the doctor away.' Keep it by using Sander's Eucalypti Extract, the strongest and best product—First Order of Merit and Gold Medal, N.Z. and S.S. Exhibition Award and Medal Amsterdam. Sander and Sons' Pure Volatile Eucalypti Extract was proved superior in Sycamore Court, Melbourne. Use Sander's for coughs, colds, croup, influenza, asthma, catarrh and all infections. Beware of imitations and crude oils passed off for 'Just as good.' Insist on the genuine Sander's Eucalypti Extract.— There is only one best—Sander's. xyxy=(312,1475,459,1703)
fox-article: A report of the scenic attractions of the Fox Glacier was received at the meeting of the Canterbury Progress League on Wednesday evening by the organiser (Mr R. P. Climie). The report stated that the bridge over the Waikukupa River on the road between Waiho and Weheka, South Westland, was opened to traffic on February 23, and cars can now be driven with absolute safety to the Fox Glacier Hotel, established by Messrs Sullivan Bros. at Weheka in December last. The distance from Waiho to Weheka is only eighteen miles, and the road passes through some of the most magnificent bush to be found anywhere on the West Coast. The road itself is in remarkably good order, and although there are a few fairly stiff grades, necessitating driving a good deal in second gear, it is perfectly safe to motorists exercising ordinary care. The Fox Glacier Hostel, which Messrs Sullivan Bros. have erected at a cost of about £20,000, is replete with every modern convenience, and affords a comfortable home for visitors who wish to see the glacier. An efficient electrical plant has been installed at considerable expense, there is a commodious billiard room with full-sized table, and a tennis court is to be laid down in the near future. The glacier is only three and a half miles from the hostel and is reached by a delightful bush track at an easy grade. Guides are available at the hostel and glacier trips and mountain climbs can be arranged. Complete alpine equipment and also horses and riding equipment are on hire. As a winter resort South Westland has wonderful possi- xyxy=(161,1212,303,1715)
heine-heading: HEINE RELEASED. xyxy=(182,509,282,521)
bloomine-ad: 'BLOOMINE' the Great Corn Wart and Bunion Cure. Price 1s per box at all chemists and stores. 'BLOOMINE' is a painstaking remedy a sure cure. It will relieve you in three applications. All the dollers are threatening having painful corns and not having them, is one shilling; the price of one box of 'BLOOMINE.' xyxy=(932,677,1108,768)
trotsky-heading: M. TROTSKY. xyxy=(205,1009,259,1020)
malta-heading: MALTA AND VATICAN. xyxy=(187,117,277,128)
baldwin-dateline: RUGBY, March 6. xyxy=(663,878,729,889)
address-value: 150 GEORGE ST. — DUNEDIN. xyxy=(961,1221,1079,1232)
sold-sub: Either of the above sent Post Free on receipt of Postal Note xyxy=(934,883,1106,905)
vivian-address: WHARF ST. HOKITIKA. xyxy=(33,1123,125,1134)
emblem-bottom-text: IN GREAT HEALS xyxy=(982,479,1058,490)
timber-dateline: MELBOURNE, March 7. xyxy=(496,240,586,251)
divider xyxy=(946,670,1094,671)
vase-credit: (United Press Association—By Electric Telegraph—Copyright.) xyxy=(317,110,454,132)
ladies-text: THE ELIXIR OF LIFE IS IN 'ORANGE BLOSSOM.' It makes you well, and keeps you well. Used by thousands in the N.Z. market since 1881. Ladies suffering from internal complaints can cure themselves with one confidential home treatment. One month's treatment, 5s post free on receipt of postal note. xyxy=(932,1109,1109,1204)
divider xyxy=(20,163,138,164)
paidup-value: 1,789,810 xyxy=(76,797,113,808)
rifle-shooting-heading: RIFLE SHOOTING. xyxy=(335,430,436,472)
column-3 xyxy=(308,50,463,1703)
coupon-to: W. A. SCOTT & SONS, xyxy=(939,1365,1028,1376)
page-number: 6 xyxy=(20,22,27,37)
orange-blossom-heading: 'ORANGE BLOSSOM.' xyxy=(978,1085,1062,1096)
